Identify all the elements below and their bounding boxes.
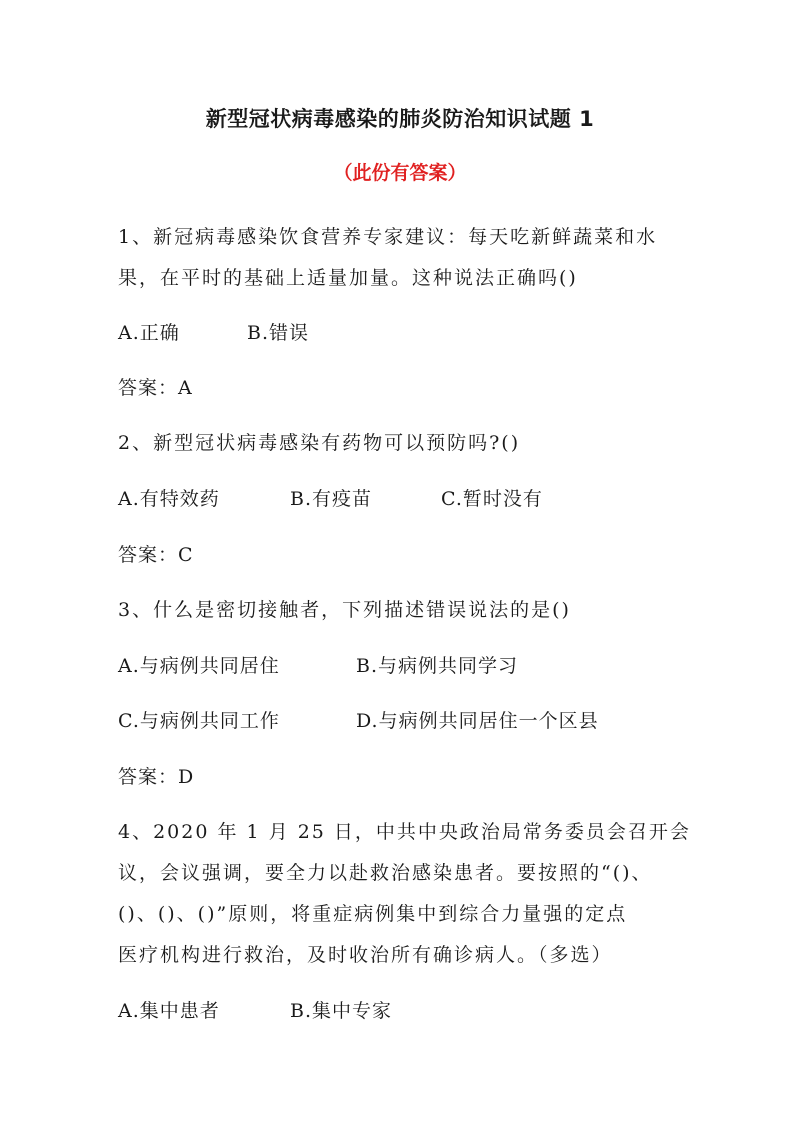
question-4-text-line-2: 议，会议强调，要全力以赴救治感染患者。要按照的“()、: [118, 862, 653, 884]
question-3-option-c: C.与病例共同工作: [118, 710, 280, 732]
question-4-option-a: A.集中患者: [118, 1000, 220, 1022]
question-4-text-line-3: ()、()、()”原则，将重症病例集中到综合力量强的定点: [118, 903, 628, 925]
question-2-answer: 答案：C: [118, 544, 194, 566]
question-1-option-b: B.错误: [247, 322, 310, 344]
question-1-text-line-2: 果，在平时的基础上适量加量。这种说法正确吗(): [118, 267, 578, 289]
question-2-text: 2、新型冠状病毒感染有药物可以预防吗?(): [118, 432, 521, 454]
question-3-option-b: B.与病例共同学习: [356, 655, 519, 677]
question-4-text-line-1: 4、2020 年 1 月 25 日，中共中央政治局常务委员会召开会: [118, 821, 691, 843]
question-2-option-a: A.有特效药: [118, 488, 220, 510]
answer-note: （此份有答案）: [333, 162, 467, 184]
question-2-option-b: B.有疫苗: [290, 488, 373, 510]
question-2-option-c: C.暂时没有: [441, 488, 543, 510]
question-3-option-d: D.与病例共同居住一个区县: [356, 710, 599, 732]
question-4-text-line-4: 医疗机构进行救治，及时收治所有确诊病人。（多选）: [118, 944, 613, 966]
question-3-answer: 答案：D: [118, 766, 195, 788]
question-3-option-a: A.与病例共同居住: [118, 655, 280, 677]
question-1-text-line-1: 1、新冠病毒感染饮食营养专家建议：每天吃新鲜蔬菜和水: [118, 226, 658, 248]
page-title: 新型冠状病毒感染的肺炎防治知识试题 1: [205, 107, 595, 131]
question-3-text: 3、什么是密切接触者，下列描述错误说法的是(): [118, 599, 571, 621]
question-1-option-a: A.正确: [118, 322, 180, 344]
question-1-answer: 答案：A: [118, 377, 193, 399]
question-4-option-b: B.集中专家: [290, 1000, 393, 1022]
